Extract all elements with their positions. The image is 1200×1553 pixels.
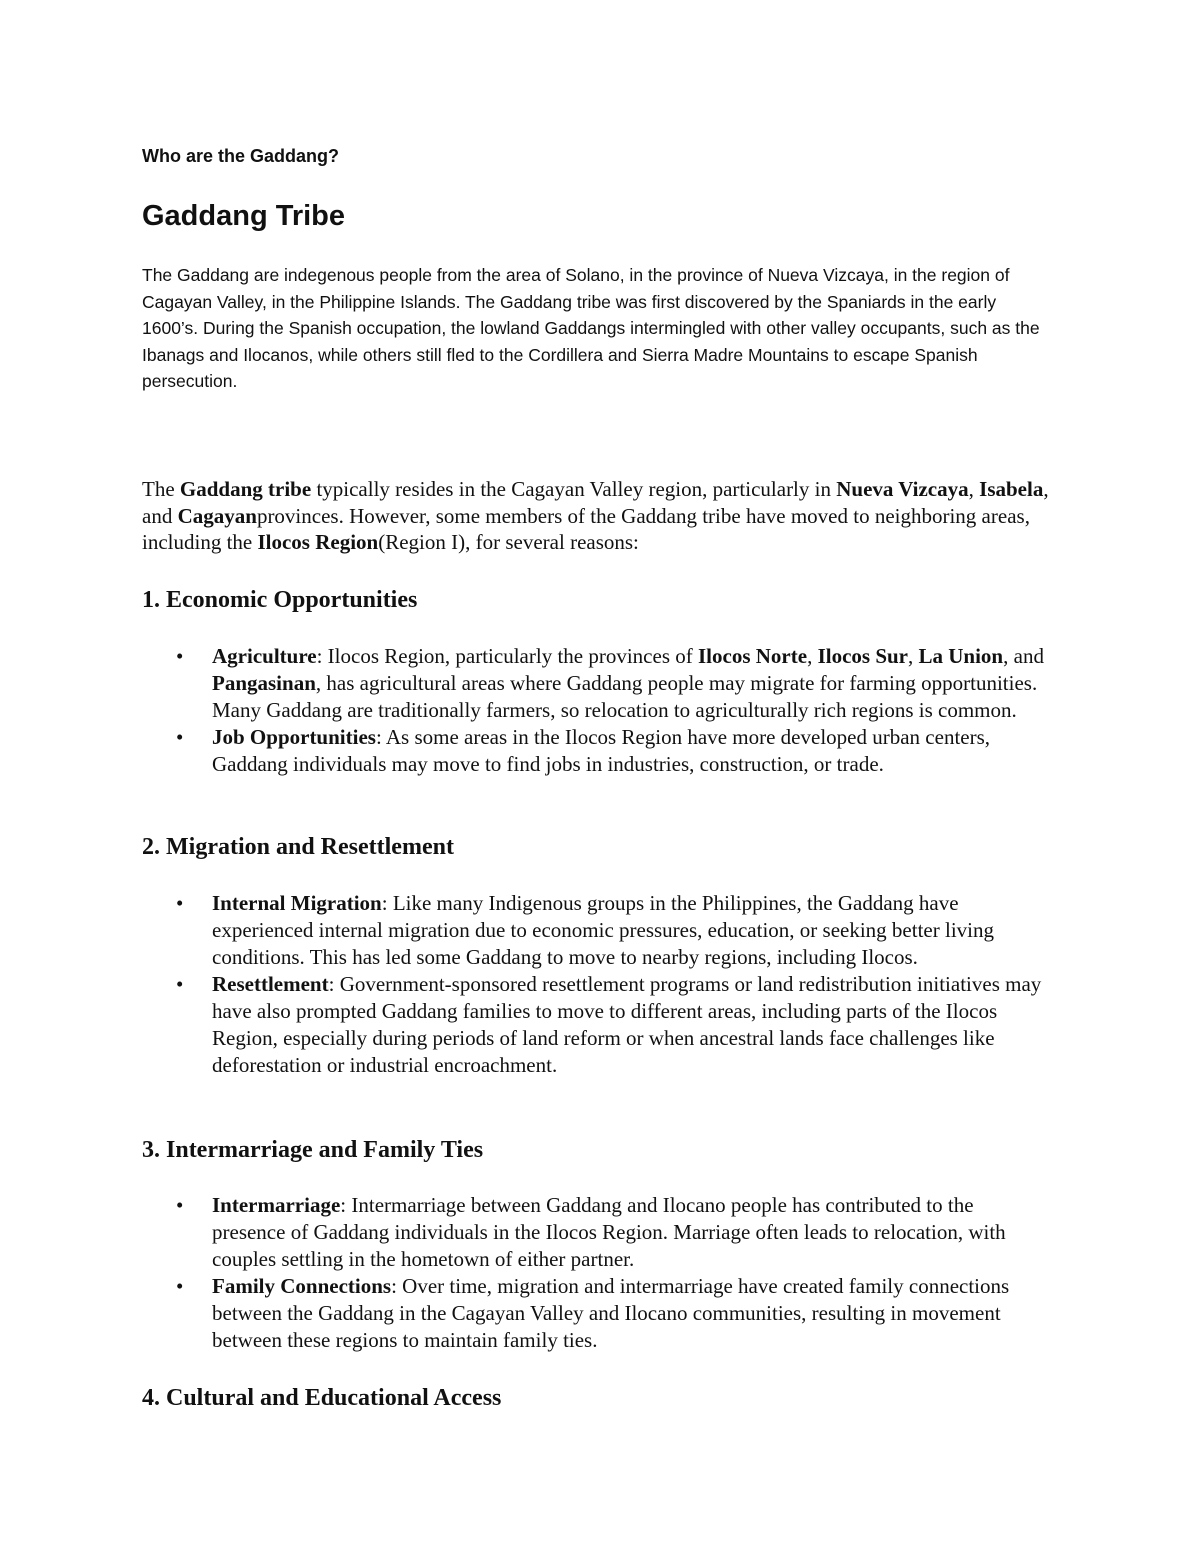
item-text: : Intermarriage between Gaddang and Ilocano people has contributed to the presence of Gaddang individuals in the Ilocos Region. Marriage often leads to relocation, with couples settling in the hometown of either partner. — [212, 1193, 1006, 1271]
item-term: Family Connections — [212, 1274, 392, 1298]
section-title-intermarriage: 3. Intermarriage and Family Ties — [142, 1137, 484, 1163]
list-item — [142, 643, 1052, 724]
item-bold: Ilocos Sur — [817, 644, 908, 668]
item-text: , and — [1003, 644, 1044, 668]
item-term: Job Opportunities — [212, 725, 376, 749]
item-bold: Pangasinan — [212, 671, 316, 695]
bullet-list-intermarriage — [142, 1192, 1052, 1354]
lead-text: provinces. However, some members of the Gaddang tribe have moved to neighboring areas, including the — [142, 503, 1030, 554]
lead-text: (Region I), for several reasons: — [378, 530, 639, 554]
item-text: : Ilocos Region, particularly the provinces of — [316, 644, 698, 668]
question-heading: Who are the Gaddang? — [142, 146, 340, 166]
item-text: : Like many Indigenous groups in the Philippines, the Gaddang have experienced internal migration due to economic pressures, education, or seeking better living conditions. This has led some Gaddang to move to nearby regions, including Ilocos. — [212, 891, 994, 969]
lead-bold: Nueva Vizcaya — [836, 477, 969, 501]
item-text: : Over time, migration and intermarriage have created family connections between the Gaddang in the Cagayan Valley and Ilocano communities, resulting in movement between these regions to maintain family ties. — [212, 1274, 1010, 1352]
bullet-icon: • — [176, 644, 184, 668]
bullet-icon: • — [176, 891, 184, 915]
lead-bold: Gaddang tribe — [179, 477, 312, 501]
section-title-cultural: 4. Cultural and Educational Access — [142, 1385, 502, 1411]
section-title-economic: 1. Economic Opportunities — [142, 587, 418, 613]
item-term: Intermarriage — [212, 1193, 341, 1217]
lead-paragraph — [142, 476, 1052, 556]
list-item — [142, 971, 1052, 1079]
lead-text: , — [968, 477, 980, 501]
lead-text: typically resides in the Cagayan Valley region, particularly in — [311, 477, 837, 501]
lead-text: The — [142, 477, 180, 501]
item-term: Agriculture — [212, 644, 317, 668]
item-text: , has agricultural areas where Gaddang people may migrate for farming opportunities. Many Gaddang are traditionally farmers, so relocation to agriculturally rich regions is common. — [212, 671, 1038, 722]
item-term: Resettlement — [212, 972, 329, 996]
lead-bold: Isabela — [979, 477, 1044, 501]
lead-bold: Ilocos Region — [257, 530, 379, 554]
bullet-icon: • — [176, 972, 184, 996]
item-text: : Government-sponsored resettlement programs or land redistribution initiatives may have also prompted Gaddang families to move to different areas, including parts of the Ilocos Region, especially during periods of land reform or when ancestral lands face challenges like deforestation or industrial encroachment. — [212, 972, 1042, 1077]
bullet-icon: • — [176, 1274, 184, 1298]
list-item — [142, 724, 1052, 778]
item-text: : As some areas in the Ilocos Region have more developed urban centers, Gaddang individuals may move to find jobs in industries, construction, or trade. — [212, 725, 991, 776]
item-bold: La Union — [918, 644, 1004, 668]
main-title: Gaddang Tribe — [142, 200, 346, 232]
intro-paragraph: The Gaddang are indegenous people from the area of Solano, in the province of Nueva Vizcaya, in the region of Cagayan Valley, in the Philippine Islands. The Gaddang tribe was first discovered by the Spaniards in the early 1600’s. During the Spanish occupation, the lowland Gaddangs intermingled with other valley occupants, such as the Ibanags and Ilocanos, while others still fled to the Cordillera and Sierra Madre Mountains to escape Spanish persecution. — [142, 265, 1040, 391]
item-text: , — [908, 644, 919, 668]
bullet-list-migration — [142, 890, 1052, 1079]
lead-text: , and — [142, 477, 1049, 528]
item-term: Internal Migration — [212, 891, 382, 915]
item-bold: Ilocos Norte — [698, 644, 808, 668]
bullet-icon: • — [176, 1193, 184, 1217]
list-item — [142, 1192, 1052, 1273]
item-text: , — [807, 644, 818, 668]
lead-bold: Cagayan — [177, 503, 257, 528]
list-item — [142, 890, 1052, 971]
list-item — [142, 1273, 1052, 1354]
bullet-icon: • — [176, 725, 184, 749]
bullet-list-economic — [142, 643, 1052, 778]
section-title-migration: 2. Migration and Resettlement — [142, 834, 454, 860]
